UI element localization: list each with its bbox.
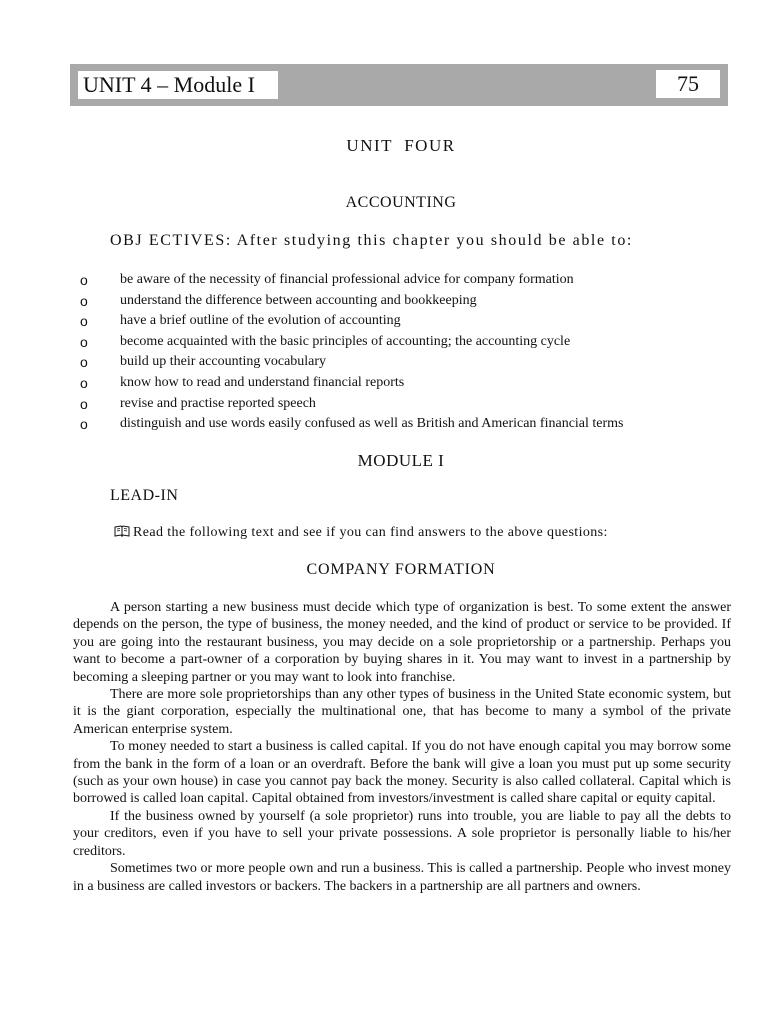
section-heading: ACCOUNTING <box>345 194 457 211</box>
unit-heading: UNIT FOUR <box>346 136 456 155</box>
body-text <box>73 599 731 895</box>
read-instruction-text: Read the following text and see if you can find answers to the above questions: <box>133 525 608 540</box>
unit-module-title: UNIT 4 – Module I <box>78 71 278 99</box>
bullet-icon: o <box>80 333 88 350</box>
paragraph: To money needed to start a business is called capital. If you do not have enough capital you may borrow some from the bank in the form of a loan or an overdraft. Before the bank will give a loan you must put up some security (such as your own house) in case you cannot pay back the money. Security is also called collateral. Capital which is borrowed is called loan capital. Capital obtained from investors/investment is called share capital or equity capital. <box>73 739 731 807</box>
company-formation-heading: COMPANY FORMATION <box>306 561 496 578</box>
lead-in-heading: LEAD-IN <box>110 487 179 504</box>
objective-text: be aware of the necessity of financial professional advice for company formation <box>120 272 574 287</box>
objective-text: know how to read and understand financial reports <box>120 374 405 390</box>
objective-text: have a brief outline of the evolution of accounting <box>120 313 401 329</box>
objective-text: become acquainted with the basic principles of accounting; the accounting cycle <box>120 333 571 349</box>
bullet-icon: o <box>80 272 88 288</box>
bullet-icon: o <box>80 354 88 371</box>
paragraph: There are more sole proprietorships than any other types of business in the United State economic system, but it is the giant corporation, especially the multinational one, that has become to many a symbol of the private American enterprise system. <box>73 687 731 737</box>
bullet-icon: o <box>80 374 88 391</box>
module-heading: MODULE I <box>357 451 445 470</box>
page-header <box>70 64 728 106</box>
objective-text: understand the difference between accounting and bookkeeping <box>120 292 477 308</box>
bullet-icon: o <box>80 416 88 433</box>
objective-text: distinguish and use words easily confused as well as British and American financial terms <box>120 416 624 432</box>
page-number: 75 <box>656 70 720 98</box>
paragraph: A person starting a new business must decide which type of organization is best. To some extent the answer depends on the person, the type of business, the money needed, and the kind of product or service to be provided. If you are going into the restaurant business, you may decide on a sole proprietorship or a partnership. Perhaps you want to become a part-owner of a corporation by buying shares in it. You may want to invest in a partnership by becoming a sleeping partner or you may want to look into franchise. <box>73 600 731 685</box>
objectives-intro: OBJ ECTIVES: After studying this chapter you should be able to: <box>110 232 633 249</box>
read-instruction <box>114 525 608 541</box>
bullet-icon: o <box>80 292 88 309</box>
objective-text: revise and practise reported speech <box>120 395 316 411</box>
paragraph: Sometimes two or more people own and run a business. This is called a partnership. People who invest money in a business are called investors or backers. The backers in a partnership are all partners and owners. <box>73 861 731 894</box>
objective-text: build up their accounting vocabulary <box>120 354 327 370</box>
bullet-icon: o <box>80 395 88 412</box>
paragraph: If the business owned by yourself (a sole proprietor) runs into trouble, you are liable to pay all the debts to your creditors, even if you have to sell your private possessions. A sole proprietor is personally liable to his/her creditors. <box>73 808 731 859</box>
book-icon <box>114 525 130 537</box>
bullet-icon: o <box>80 313 88 330</box>
